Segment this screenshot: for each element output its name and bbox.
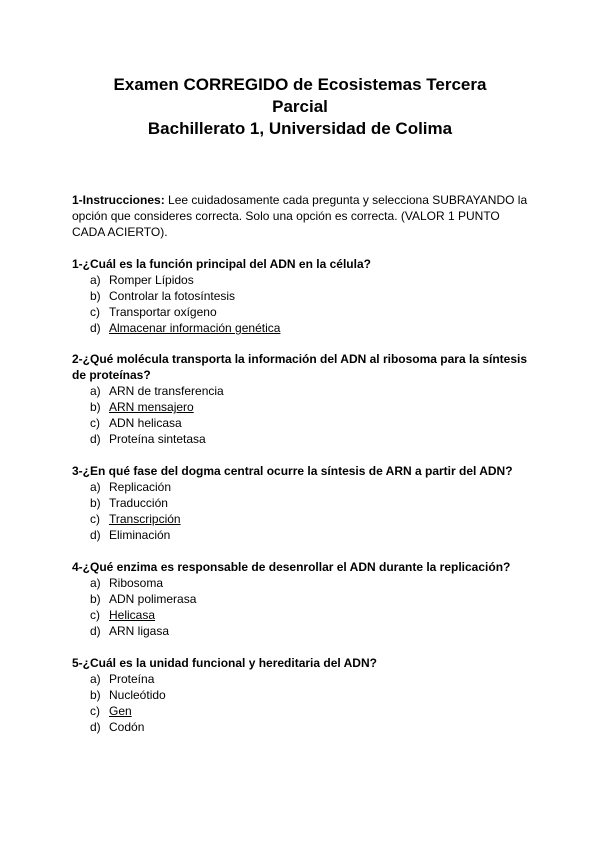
- option-text-correct: Transcripción: [109, 512, 181, 526]
- option-letter: a): [90, 384, 101, 398]
- question-2: [72, 351, 532, 447]
- instructions-label: 1-Instrucciones:: [72, 193, 165, 207]
- option-letter: d): [90, 321, 101, 335]
- option-text: ADN polimerasa: [109, 592, 197, 606]
- options-list: [72, 575, 532, 639]
- option-a[interactable]: [72, 383, 532, 399]
- option-letter: a): [90, 480, 101, 494]
- option-letter: b): [90, 289, 101, 303]
- option-c[interactable]: [72, 304, 532, 320]
- option-letter: d): [90, 624, 101, 638]
- option-a[interactable]: [72, 272, 532, 288]
- option-text: Proteína: [109, 672, 155, 686]
- option-d[interactable]: [72, 719, 532, 735]
- option-text: Eliminación: [109, 528, 171, 542]
- option-c[interactable]: [72, 415, 532, 431]
- option-letter: a): [90, 672, 101, 686]
- option-letter: d): [90, 720, 101, 734]
- option-b[interactable]: [72, 399, 532, 415]
- option-a[interactable]: [72, 575, 532, 591]
- options-list: [72, 383, 532, 447]
- option-text: Controlar la fotosíntesis: [109, 289, 236, 303]
- option-d[interactable]: [72, 623, 532, 639]
- option-text-correct: ARN mensajero: [109, 400, 194, 414]
- title-line-3: Bachillerato 1, Universidad de Colima: [147, 119, 453, 138]
- question-1: [72, 256, 532, 336]
- option-letter: b): [90, 592, 101, 606]
- title-line-2: Parcial: [272, 97, 328, 116]
- option-letter: c): [90, 704, 100, 718]
- question-text: 2-¿Qué molécula transporta la información del ADN al ribosoma para la síntesis de proteínas?: [72, 352, 528, 382]
- option-d[interactable]: [72, 527, 532, 543]
- option-text: Proteína sintetasa: [109, 432, 206, 446]
- option-letter: d): [90, 432, 101, 446]
- option-letter: c): [90, 512, 100, 526]
- option-letter: a): [90, 576, 101, 590]
- option-letter: c): [90, 608, 100, 622]
- option-text: ADN helicasa: [109, 416, 182, 430]
- option-text: Romper Lípidos: [109, 273, 194, 287]
- option-c[interactable]: [72, 703, 532, 719]
- options-list: [72, 479, 532, 543]
- option-letter: b): [90, 688, 101, 702]
- option-a[interactable]: [72, 671, 532, 687]
- options-list: [72, 671, 532, 735]
- option-text: Replicación: [109, 480, 172, 494]
- options-list: [72, 272, 532, 336]
- option-text-correct: Almacenar información genética: [109, 321, 281, 335]
- option-text-correct: Gen: [109, 704, 132, 718]
- option-text: ARN ligasa: [109, 624, 170, 638]
- option-c[interactable]: [72, 607, 532, 623]
- option-c[interactable]: [72, 511, 532, 527]
- option-b[interactable]: [72, 495, 532, 511]
- option-text: Codón: [109, 720, 145, 734]
- option-text: Traducción: [109, 496, 168, 510]
- option-d[interactable]: [72, 320, 532, 336]
- option-letter: b): [90, 496, 101, 510]
- option-d[interactable]: [72, 431, 532, 447]
- question-text: 4-¿Qué enzima es responsable de desenrollar el ADN durante la replicación?: [72, 560, 511, 574]
- question-text: 1-¿Cuál es la función principal del ADN en la célula?: [72, 257, 371, 271]
- option-letter: c): [90, 416, 100, 430]
- option-text: Nucleótido: [109, 688, 166, 702]
- option-letter: c): [90, 305, 100, 319]
- option-b[interactable]: [72, 288, 532, 304]
- title-line-1: Examen CORREGIDO de Ecosistemas Tercera: [113, 75, 487, 94]
- option-text-correct: Helicasa: [109, 608, 156, 622]
- option-b[interactable]: [72, 591, 532, 607]
- option-text: Transportar oxígeno: [109, 305, 217, 319]
- option-letter: a): [90, 273, 101, 287]
- option-b[interactable]: [72, 687, 532, 703]
- question-5: [72, 655, 532, 735]
- question-text: 3-¿En qué fase del dogma central ocurre la síntesis de ARN a partir del ADN?: [72, 464, 513, 478]
- document-title: [60, 74, 540, 140]
- option-letter: d): [90, 528, 101, 542]
- option-text: Ribosoma: [109, 576, 164, 590]
- instructions-text: Lee cuidadosamente cada pregunta y selecciona SUBRAYANDO la opción que consideres correcta. Solo una opción es correcta. (VALOR 1 PUNTO CADA ACIERTO).: [72, 193, 528, 239]
- option-a[interactable]: [72, 479, 532, 495]
- option-letter: b): [90, 400, 101, 414]
- question-4: [72, 559, 532, 639]
- question-text: 5-¿Cuál es la unidad funcional y hereditaria del ADN?: [72, 656, 377, 670]
- question-3: [72, 463, 532, 543]
- option-text: ARN de transferencia: [109, 384, 224, 398]
- instructions: [72, 192, 532, 240]
